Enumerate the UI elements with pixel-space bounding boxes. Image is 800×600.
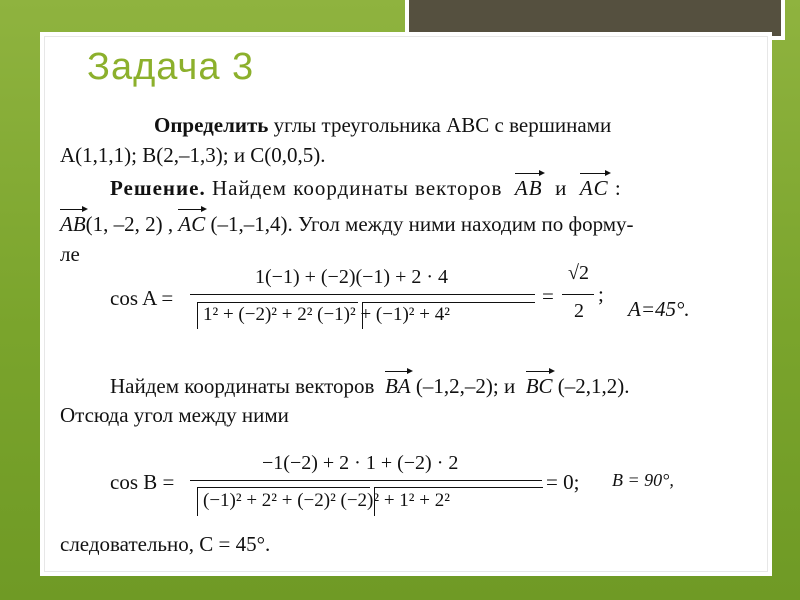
second-vectors-line: [110, 374, 630, 399]
ac-coords: (–1,–1,4). Угол между ними находим по форму-: [210, 212, 634, 236]
vector-bc: BC: [525, 374, 553, 398]
cos-a-result-denominator: 2: [574, 300, 584, 322]
bc-coords: (–2,1,2).: [557, 374, 630, 398]
second-text: Найдем координаты векторов: [110, 374, 375, 398]
vector-ac-coords: AC: [178, 212, 206, 236]
intro-label: Определить: [154, 113, 269, 137]
vector-ab: AB: [514, 176, 543, 200]
cos-a-semicolon: ;: [598, 282, 604, 306]
cos-b-label: cos B =: [110, 470, 175, 494]
cos-a-equals: =: [542, 284, 554, 308]
vector-ac: AC: [579, 176, 609, 200]
cos-a-denominator: 1² + (−2)² + 2² (−1)² + (−1)² + 4²: [203, 304, 450, 325]
vector-ba: BA: [384, 374, 411, 398]
cos-a-numerator: 1(−1) + (−2)(−1) + 2 · 4: [255, 266, 449, 288]
cos-b-denominator: (−1)² + 2² + (−2)² (−2)² + 1² + 2²: [203, 490, 450, 511]
cos-b-fraction-bar: [190, 480, 542, 481]
intro-text: углы треугольника ABC с вершинами: [273, 113, 612, 137]
angle-b-result: B = 90°,: [612, 470, 674, 490]
solution-text: Найдем координаты векторов: [211, 176, 503, 200]
coordinates-line: [60, 212, 634, 237]
cos-a-fraction-bar: [190, 294, 535, 295]
ab-coords: (1, –2, 2): [85, 212, 163, 236]
solution-line: [110, 176, 622, 201]
cos-a-result-numerator: √2: [568, 262, 589, 284]
problem-statement-line-1: [154, 113, 611, 138]
between-line: Отсюда угол между ними: [60, 403, 289, 427]
conclusion-line: следовательно, C = 45°.: [60, 532, 271, 556]
solution-label: Решение.: [110, 176, 206, 200]
and-word: и: [555, 176, 568, 200]
continuation-line: ле: [60, 242, 80, 266]
vertices-line: A(1,1,1); B(2,–1,3); и C(0,0,5).: [60, 143, 326, 167]
cos-a-label: cos A =: [110, 286, 174, 310]
vector-ab-coords: AB: [60, 212, 86, 236]
angle-a-result: A=45°.: [628, 297, 690, 321]
slide-title: Задача 3: [87, 46, 255, 88]
ba-coords: (–1,2,–2); и: [415, 374, 516, 398]
cos-b-numerator: −1(−2) + 2 · 1 + (−2) · 2: [262, 452, 459, 474]
colon: :: [614, 176, 622, 200]
cos-a-result-bar: [562, 294, 594, 295]
comma: ,: [167, 212, 174, 236]
cos-b-result: = 0;: [546, 470, 580, 494]
